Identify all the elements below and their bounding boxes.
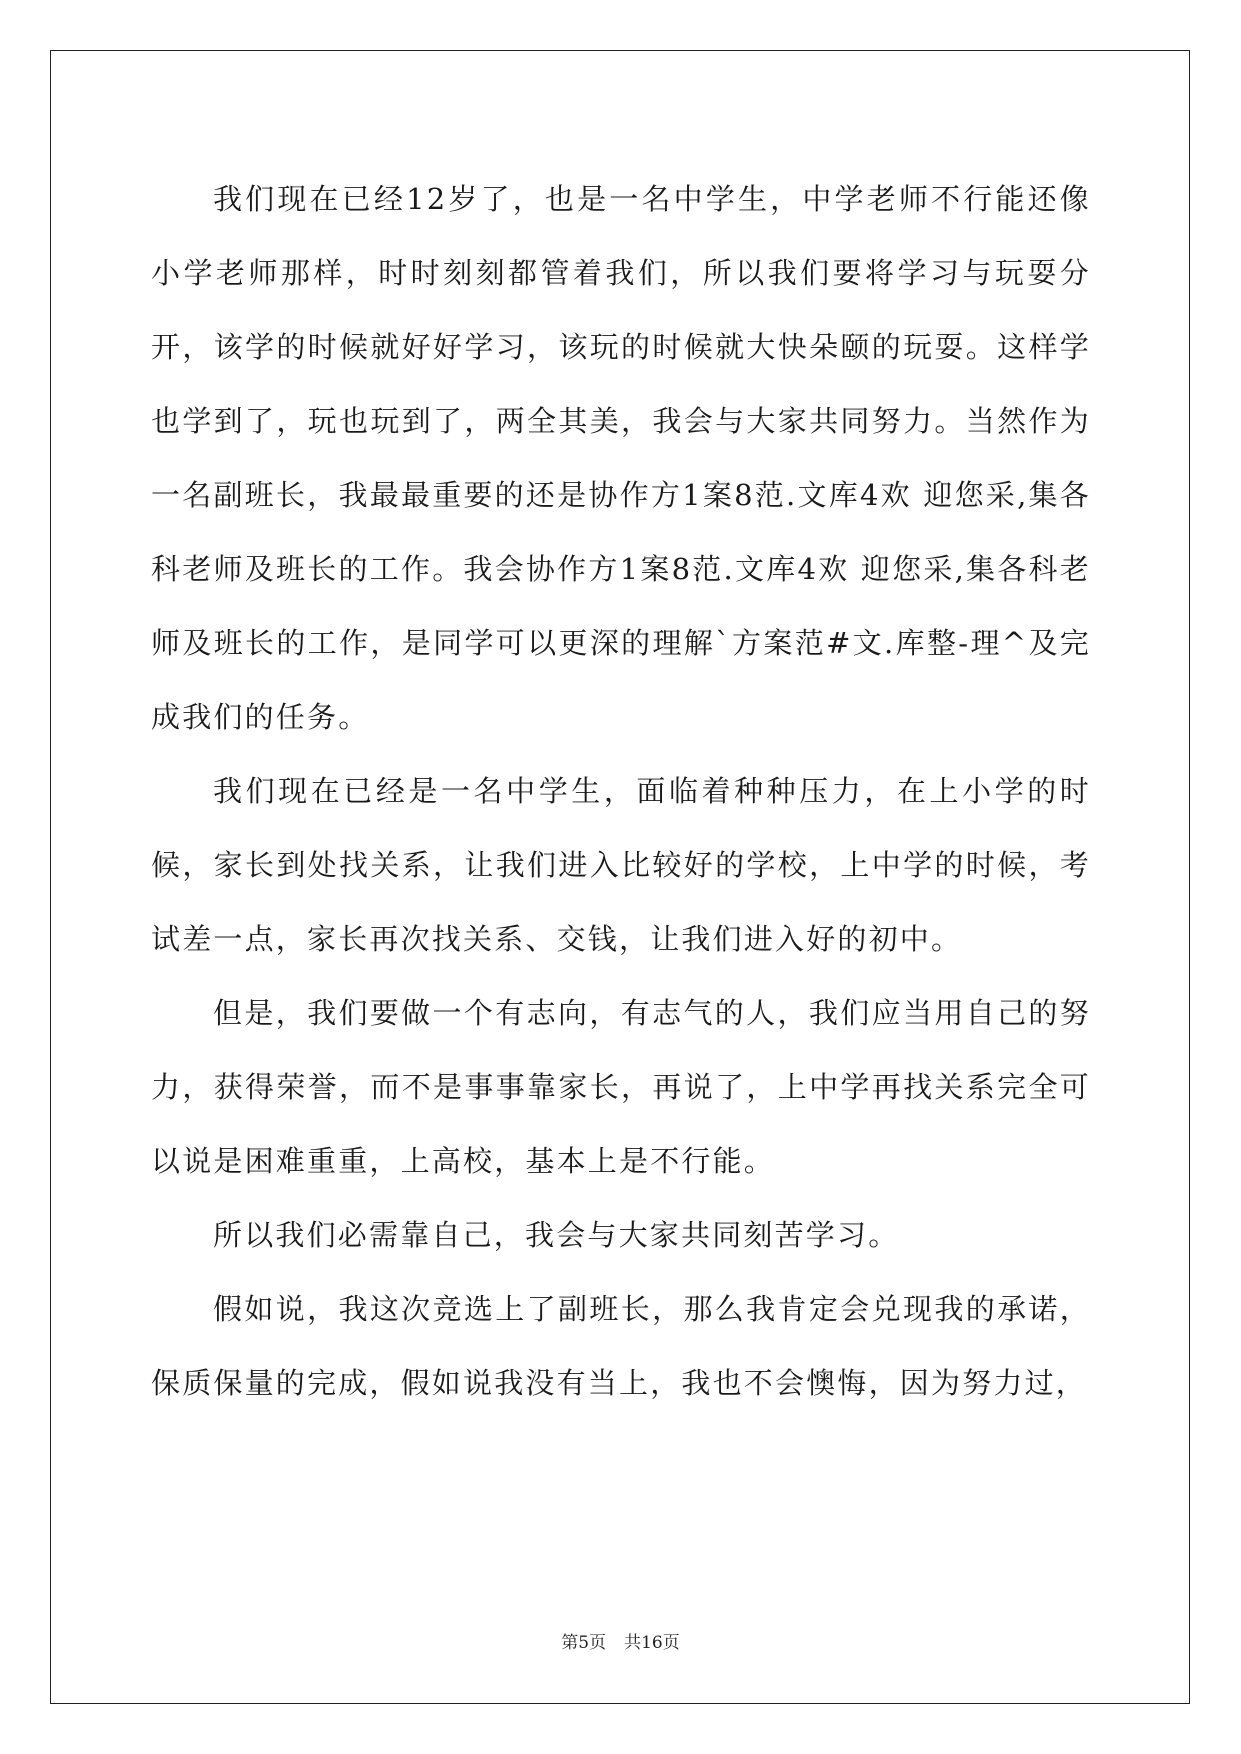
paragraph: 所以我们必需靠自己，我会与大家共同刻苦学习。 <box>213 1218 900 1252</box>
paragraph: 我们现在已经是一名中学生，面临着种种压力，在上小学的时候，家长到处找关系，让我们进入比较好的学校，上中学的时候，考试差一点，家长再次找关系、交钱，让我们进入好的初中。 <box>151 774 1091 956</box>
paragraph: 我们现在已经12岁了，也是一名中学生，中学老师不行能还像小学老师那样，时时刻刻都管着我们，所以我们要将学习与玩耍分开，该学的时候就好好学习，该玩的时候就大快朵颐的玩耍。这样学也学到了，玩也玩到了，两全其美，我会与大家共同努力。当然作为一名副班长，我最最重要的还是协作方1案8范.文库4欢 迎您采,集各科老师及班长的工作。我会协作方1案8范.文库4欢 迎您采,集各科老师及班长的工作，是同学可以更深的理解`方案范#文.库整-理^及完成我们的任务。 <box>151 182 1091 734</box>
page-footer <box>0 1628 1241 1653</box>
paragraph: 假如说，我这次竞选上了副班长，那么我肯定会兑现我的承诺，保质保量的完成，假如说我没有当上，我也不会懊悔，因为努力过， <box>151 1292 1091 1400</box>
paragraph: 但是，我们要做一个有志向，有志气的人，我们应当用自己的努力，获得荣誉，而不是事事靠家长，再说了，上中学再找关系完全可以说是困难重重，上高校，基本上是不行能。 <box>151 996 1091 1178</box>
page-total: 共16页 <box>624 1633 680 1653</box>
document-body <box>151 162 1091 1420</box>
page-number: 第5页 <box>561 1633 607 1653</box>
